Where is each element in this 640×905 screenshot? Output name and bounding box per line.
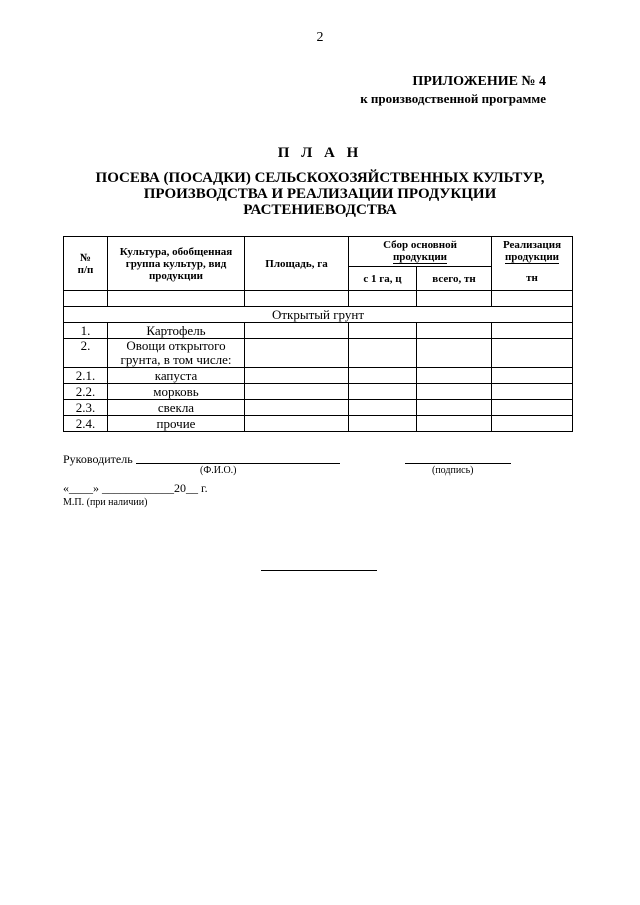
row-per-ha-cell [349,339,417,368]
row-number: 2.2. [64,384,108,400]
plan-heading: П Л А Н [277,145,363,161]
date-line: «____» ____________20__ г. [63,481,208,495]
row-number: 1. [64,323,108,339]
table-row [64,400,573,416]
col-header-total: всего, тн [417,267,492,291]
row-total-cell [417,384,492,400]
appendix-title: ПРИЛОЖЕНИЕ № 4 [412,74,546,89]
row-per-ha-cell [349,400,417,416]
row-total-cell [417,323,492,339]
row-number: 2.3. [64,400,108,416]
plan-title-line-1: ПОСЕВА (ПОСАДКИ) СЕЛЬСКОХОЗЯЙСТВЕННЫХ КУЛЬТУР, [95,170,545,186]
row-culture: Овощи открытого грунта, в том числе: [108,339,245,368]
col-header-per-ha: с 1 га, ц [349,267,417,291]
page-number: 2 [316,30,324,45]
col-header-harvest: Сбор основной продукции [349,237,492,267]
table-row [64,339,573,368]
plan-title-line-3: РАСТЕНИЕВОДСТВА [243,202,397,218]
row-number: 2.1. [64,368,108,384]
signature-line [405,463,511,464]
section-label: Открытый грунт [64,307,573,323]
signature-caption: (подпись) [432,465,474,476]
row-number: 2.4. [64,416,108,432]
row-sale-cell [492,400,573,416]
row-sale-cell [492,368,573,384]
plan-title-line-2: ПРОИЗВОДСТВА И РЕАЛИЗАЦИИ ПРОДУКЦИИ [143,186,497,202]
row-total-cell [417,416,492,432]
table-row [64,368,573,384]
table-spacer-row [64,291,573,307]
row-sale-cell [492,416,573,432]
row-area-cell [245,323,349,339]
row-area-cell [245,339,349,368]
end-divider [261,570,377,571]
col-header-sale: Реализация продукции [492,237,573,267]
row-culture: морковь [108,384,245,400]
row-sale-cell [492,384,573,400]
row-per-ha-cell [349,368,417,384]
fio-line [136,463,340,464]
table-row [64,323,573,339]
crop-plan-table [63,236,573,432]
col-header-culture: Культура, обобщенная группа культур, вид продукции [108,237,245,291]
row-area-cell [245,384,349,400]
row-sale-cell [492,323,573,339]
row-culture: Картофель [108,323,245,339]
col-header-sale-unit: тн [492,267,573,291]
row-per-ha-cell [349,416,417,432]
col-header-number: № п/п [64,237,108,291]
row-per-ha-cell [349,323,417,339]
table-section-row [64,307,573,323]
table-row [64,384,573,400]
row-total-cell [417,339,492,368]
row-total-cell [417,400,492,416]
row-total-cell [417,368,492,384]
table-row [64,416,573,432]
stamp-label: М.П. (при наличии) [63,497,148,508]
col-header-area: Площадь, га [245,237,349,291]
row-culture: свекла [108,400,245,416]
row-culture: прочие [108,416,245,432]
table-header-row [64,237,573,267]
fio-caption: (Ф.И.О.) [200,465,237,476]
row-sale-cell [492,339,573,368]
row-per-ha-cell [349,384,417,400]
row-area-cell [245,416,349,432]
head-label: Руководитель [63,452,133,466]
row-number: 2. [64,339,108,368]
row-area-cell [245,400,349,416]
row-area-cell [245,368,349,384]
appendix-subtitle: к производственной программе [360,91,546,106]
row-culture: капуста [108,368,245,384]
